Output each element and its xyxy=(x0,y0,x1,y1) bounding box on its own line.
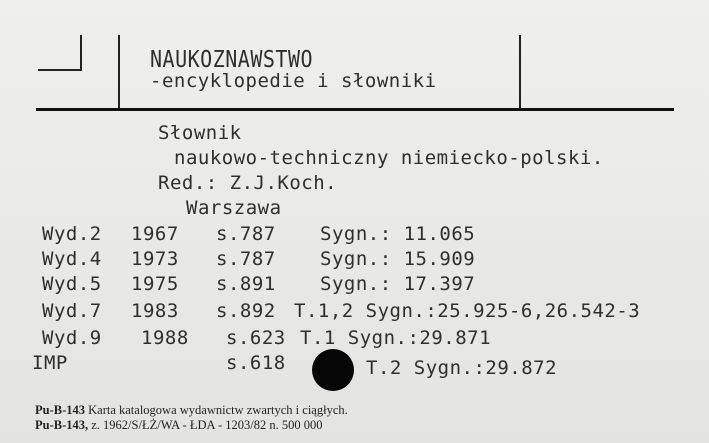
header-divider-right xyxy=(519,35,521,110)
form-code: Pu-B-143 xyxy=(35,403,85,417)
card-title: NAUKOZNAWSTWO xyxy=(150,45,314,73)
entry-editor: Red.: Z.J.Koch. xyxy=(158,172,338,194)
edition-signature: Sygn.: 17.397 xyxy=(320,273,476,295)
corner-bracket xyxy=(38,35,82,71)
edition-number: Wyd.4 xyxy=(42,248,102,270)
edition-pages: s.891 xyxy=(216,273,276,295)
edition-signature: Sygn.: 15.909 xyxy=(320,248,476,270)
form-code-2: Pu-B-143, xyxy=(35,418,89,432)
entry-description: naukowo-techniczny niemiecko-polski. xyxy=(174,147,604,169)
edition-number: IMP xyxy=(32,352,68,374)
edition-number: Wyd.9 xyxy=(42,327,102,349)
edition-pages: s.892 xyxy=(216,300,276,322)
edition-signature: Sygn.: 11.065 xyxy=(320,223,476,245)
edition-pages: s.787 xyxy=(216,223,276,245)
edition-signature: T.1 Sygn.:29.871 xyxy=(300,327,492,349)
entry-place: Warszawa xyxy=(186,197,282,219)
edition-year: 1967 xyxy=(131,223,179,245)
edition-year: 1973 xyxy=(131,248,179,270)
card-subtitle: -encyklopedie i słowniki xyxy=(150,70,437,92)
entry-title: Słownik xyxy=(158,122,242,144)
edition-signature: T.2 Sygn.:29.872 xyxy=(366,357,558,379)
edition-pages: s.787 xyxy=(216,248,276,270)
edition-year: 1983 xyxy=(131,300,179,322)
footer-line-1 xyxy=(35,403,348,418)
edition-pages: s.618 xyxy=(226,352,286,374)
punch-hole xyxy=(312,349,354,391)
edition-number: Wyd.5 xyxy=(42,273,102,295)
edition-signature: T.1,2 Sygn.:25.925-6,26.542-3 xyxy=(294,300,641,322)
footer-line-2 xyxy=(35,418,323,433)
edition-number: Wyd.7 xyxy=(42,300,102,322)
edition-pages: s.623 xyxy=(226,327,286,349)
form-description: Karta katalogowa wydawnictw zwartych i ciągłych. xyxy=(88,403,348,417)
header-divider-left xyxy=(118,35,120,110)
header-rule xyxy=(36,108,674,111)
edition-year: 1988 xyxy=(141,327,189,349)
edition-year: 1975 xyxy=(131,273,179,295)
print-info: z. 1962/S/ŁŻ/WA - ŁDA - 1203/82 n. 500 000 xyxy=(91,418,323,432)
edition-number: Wyd.2 xyxy=(42,223,102,245)
